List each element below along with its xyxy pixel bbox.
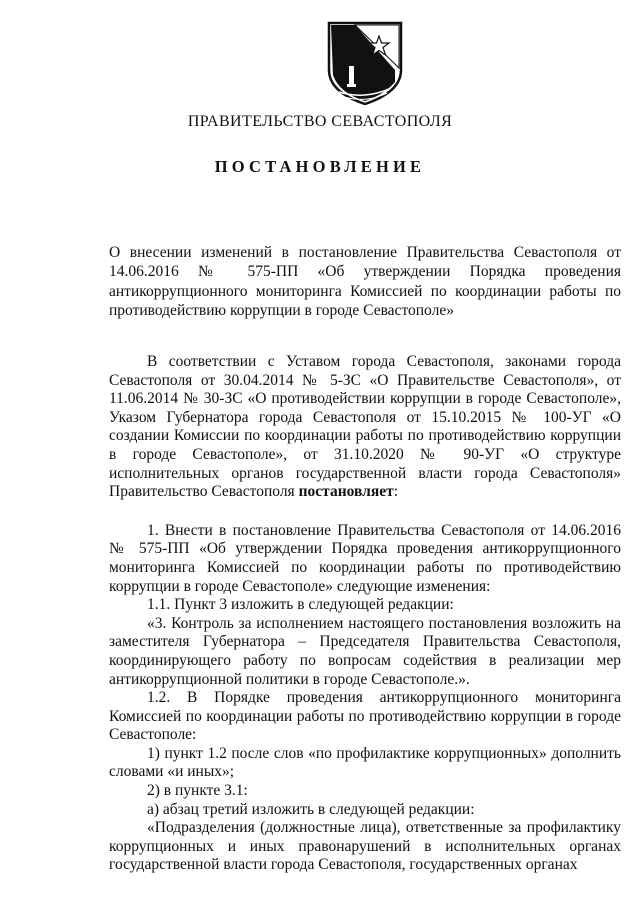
paragraph-1-2-item-2a: а) абзац третий изложить в следующей редакции: <box>147 800 475 818</box>
preamble-text: В соответствии с Уставом города Севастополя, законами города Севастополя от 30.04.2014 № 5-ЗС «О Правительстве Севастополя», от 11.06.2014 № 30-ЗС «О противодействии коррупции в городе Севастополе», Указом Губернатора города Севастополя от 15.10.2015 № 100-УГ «О создании Комиссии по координации работы по противодействию коррупции в городе Севастополе», от 31.10.2020 № 90-УГ «О структуре исполнительных органов государственной власти города Севастополя» Правительство Севастополя <box>109 353 621 501</box>
preamble-end: : <box>393 483 399 501</box>
preamble-keyword: постановляет <box>298 483 394 501</box>
paragraph-1-2-item-1: 1) пункт 1.2 после слов «по профилактике коррупционных» дополнить словами «и иных»; <box>109 744 621 781</box>
paragraph-1: 1. Внести в постановление Правительства Севастополя от 14.06.2016 № 575-ПП «Об утверждении Порядка проведения антикоррупционного мониторинга Комиссией по координации работы по противодействию коррупции в городе Севастополе» следующие изменения: <box>109 521 621 595</box>
paragraph-1-2-item-2: 2) в пункте 3.1: <box>147 782 248 800</box>
document-title: О внесении изменений в постановление Правительства Севастополя от 14.06.2016 № 575-ПП «Об утверждении Порядка проведения антикоррупционного мониторинга Комиссией по координации работы по противодействию коррупции в городе Севастополе» <box>109 244 621 319</box>
organization-name: ПРАВИТЕЛЬСТВО СЕВАСТОПОЛЯ <box>187 113 453 130</box>
document-type: ПОСТАНОВЛЕНИЕ <box>214 157 426 176</box>
coat-of-arms-icon <box>325 20 405 105</box>
paragraph-1-2-item-2a-text: «Подразделения (должностные лица), ответственные за профилактику коррупционных и иных правонарушений в исполнительных органах государственной власти города Севастополя, государственных органах <box>109 819 621 874</box>
preamble-paragraph <box>109 353 621 502</box>
paragraph-1-2: 1.2. В Порядке проведения антикоррупционного мониторинга Комиссией по координации работы по противодействию коррупции в городе Севастополе: <box>109 689 621 744</box>
document-body <box>109 353 621 875</box>
paragraph-1-1: 1.1. Пункт 3 изложить в следующей редакции: <box>147 596 454 614</box>
paragraph-1-1-text: «3. Контроль за исполнением настоящего постановления возложить на заместителя Губернатора – Председателя Правительства Севастополя, координирующего работу по вопросам содействия в реализации мер антикоррупционной политики в городе Севастополе.». <box>109 614 621 688</box>
